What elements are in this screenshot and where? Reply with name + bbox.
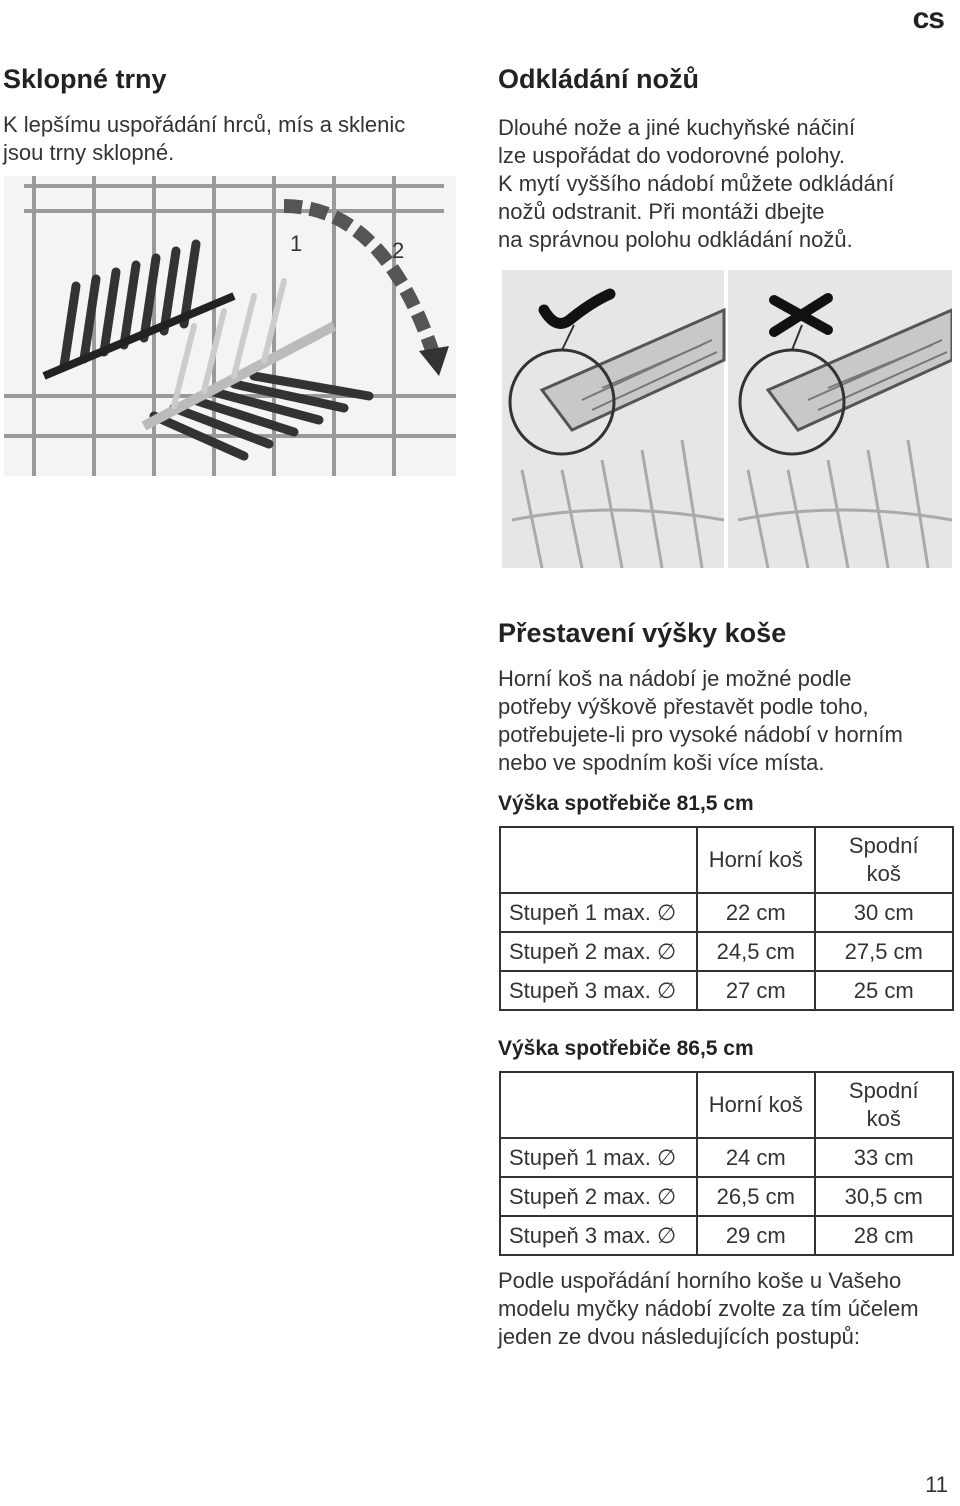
text-line: jsou trny sklopné. xyxy=(3,140,175,165)
page-number: 11 xyxy=(925,1472,948,1497)
language-code: cs xyxy=(912,2,944,35)
table-header-cell: Horní koš xyxy=(697,827,814,893)
table-cell: 28 cm xyxy=(815,1216,953,1255)
table-header-cell xyxy=(815,1072,953,1138)
text-line: K lepšímu uspořádání hrců, mís a sklenic xyxy=(3,112,406,137)
table-caption-86-5: Výška spotřebiče 86,5 cm xyxy=(498,1037,754,1060)
section-title-basket-height: Přestavení výšky koše xyxy=(498,618,787,648)
text-line: lze uspořádat do vodorovné polohy. xyxy=(498,143,845,168)
table-cell: 27 cm xyxy=(697,971,814,1010)
text-line: Podle uspořádání horního koše u Vašeho xyxy=(498,1268,902,1293)
section-title-folding-tines: Sklopné trny xyxy=(3,64,167,94)
table-row xyxy=(500,1216,953,1255)
height-table-86-5 xyxy=(499,1071,954,1256)
text-line: nožů odstranit. Při montáži dbejte xyxy=(498,199,825,224)
table-cell: 24 cm xyxy=(697,1138,814,1177)
text-line: jeden ze dvou následujících postupů: xyxy=(498,1324,861,1349)
table-cell: 33 cm xyxy=(815,1138,953,1177)
table-cell: Stupeň 3 max. ∅ xyxy=(500,971,697,1010)
table-cell: 26,5 cm xyxy=(697,1177,814,1216)
table-cell: 30 cm xyxy=(815,893,953,932)
table-header-cell xyxy=(500,827,697,893)
table-cell: Stupeň 2 max. ∅ xyxy=(500,932,697,971)
text-line: Horní koš na nádobí je možné podle xyxy=(498,666,852,691)
table-header-cell: Horní koš xyxy=(697,1072,814,1138)
text-line: na správnou polohu odkládání nožů. xyxy=(498,227,853,252)
header-line: Spodní xyxy=(848,1078,919,1103)
height-table-81-5 xyxy=(499,826,954,1011)
text-line: nebo ve spodním koši více místa. xyxy=(498,750,825,775)
text-line: K mytí vyššího nádobí můžete odkládání xyxy=(498,171,895,196)
table-caption-81-5: Výška spotřebiče 81,5 cm xyxy=(498,792,754,815)
table-header-cell xyxy=(500,1072,697,1138)
table-row xyxy=(500,893,953,932)
table-cell: 22 cm xyxy=(697,893,814,932)
figure-label-2: 2 xyxy=(392,238,405,263)
table-row xyxy=(500,1138,953,1177)
table-cell: 27,5 cm xyxy=(815,932,953,971)
folding-tines-text xyxy=(3,111,405,167)
figure-label-1: 1 xyxy=(290,231,303,256)
table-row xyxy=(500,932,953,971)
table-cell: 30,5 cm xyxy=(815,1177,953,1216)
header-line: koš xyxy=(866,1106,901,1131)
table-cell: Stupeň 3 max. ∅ xyxy=(500,1216,697,1255)
table-cell: Stupeň 2 max. ∅ xyxy=(500,1177,697,1216)
table-cell: 29 cm xyxy=(697,1216,814,1255)
header-line: Spodní xyxy=(848,833,919,858)
section-title-knife-rack: Odkládání nožů xyxy=(498,64,700,94)
table-cell: Stupeň 1 max. ∅ xyxy=(500,1138,697,1177)
knife-rack-illustration xyxy=(502,270,952,568)
table-header-row xyxy=(500,1072,953,1138)
knife-rack-text xyxy=(498,114,894,254)
table-cell: 24,5 cm xyxy=(697,932,814,971)
basket-procedure-text xyxy=(498,1267,919,1351)
text-line: modelu myčky nádobí zvolte za tím účelem xyxy=(498,1296,919,1321)
text-line: potřebujete-li pro vysoké nádobí v horním xyxy=(498,722,903,747)
text-line: potřeby výškově přestavět podle toho, xyxy=(498,694,869,719)
table-cell: 25 cm xyxy=(815,971,953,1010)
table-row xyxy=(500,1177,953,1216)
table-header-row xyxy=(500,827,953,893)
basket-height-text xyxy=(498,665,903,777)
table-cell: Stupeň 1 max. ∅ xyxy=(500,893,697,932)
header-line: koš xyxy=(866,861,901,886)
folding-tines-illustration xyxy=(4,176,456,476)
table-header-cell xyxy=(815,827,953,893)
table-row xyxy=(500,971,953,1010)
text-line: Dlouhé nože a jiné kuchyňské náčiní xyxy=(498,115,856,140)
